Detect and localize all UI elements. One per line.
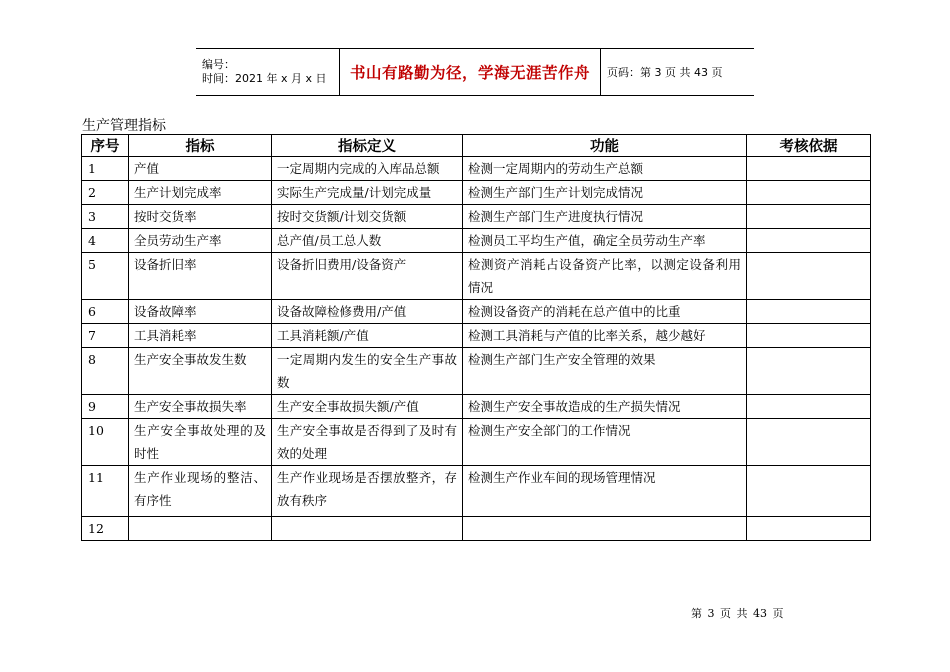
- table-header-row: [82, 135, 871, 157]
- cell-function: 检测生产安全事故造成的生产损失情况: [463, 395, 747, 419]
- cell-indicator: 生产安全事故处理的及时性: [129, 419, 272, 466]
- cell-definition: 设备故障检修费用/产值: [272, 300, 463, 324]
- cell-indicator: 生产计划完成率: [129, 181, 272, 205]
- cell-basis: [747, 229, 871, 253]
- cell-definition: 实际生产完成量/计划完成量: [272, 181, 463, 205]
- table-row: [82, 181, 871, 205]
- document-header: [196, 48, 754, 96]
- column-header-indicator: 指标: [129, 135, 272, 157]
- cell-basis: [747, 181, 871, 205]
- cell-function: 检测生产作业车间的现场管理情况: [463, 466, 747, 517]
- table-row: [82, 157, 871, 181]
- cell-function: 检测生产安全部门的工作情况: [463, 419, 747, 466]
- cell-definition: 按时交货额/计划交货额: [272, 205, 463, 229]
- cell-no: 10: [82, 419, 129, 466]
- cell-indicator: 工具消耗率: [129, 324, 272, 348]
- cell-definition: 总产值/员工总人数: [272, 229, 463, 253]
- cell-basis: [747, 324, 871, 348]
- cell-definition: 生产安全事故是否得到了及时有效的处理: [272, 419, 463, 466]
- table-row: [82, 466, 871, 517]
- cell-basis: [747, 466, 871, 517]
- cell-no: 8: [82, 348, 129, 395]
- cell-basis: [747, 517, 871, 541]
- table-row: [82, 205, 871, 229]
- table-row: [82, 253, 871, 300]
- cell-basis: [747, 348, 871, 395]
- time-label: 时间：2021 年 x 月 x 日: [202, 72, 327, 85]
- cell-no: 2: [82, 181, 129, 205]
- cell-no: 6: [82, 300, 129, 324]
- cell-function: 检测生产部门生产计划完成情况: [463, 181, 747, 205]
- column-header-definition: 指标定义: [272, 135, 463, 157]
- cell-indicator: 设备折旧率: [129, 253, 272, 300]
- number-label: 编号：: [202, 58, 235, 71]
- cell-indicator: 生产安全事故发生数: [129, 348, 272, 395]
- cell-no: 9: [82, 395, 129, 419]
- cell-definition: 一定周期内发生的安全生产事故数: [272, 348, 463, 395]
- cell-function: [463, 517, 747, 541]
- cell-function: 检测资产消耗占设备资产比率，以测定设备利用情况: [463, 253, 747, 300]
- section-title: 生产管理指标: [82, 118, 166, 134]
- header-meta: [196, 49, 340, 96]
- cell-indicator: 设备故障率: [129, 300, 272, 324]
- cell-function: 检测一定周期内的劳动生产总额: [463, 157, 747, 181]
- header-motto: 书山有路勤为径，学海无涯苦作舟: [340, 49, 601, 96]
- cell-no: 11: [82, 466, 129, 517]
- cell-indicator: 生产安全事故损失率: [129, 395, 272, 419]
- cell-indicator: 生产作业现场的整洁、有序性: [129, 466, 272, 517]
- cell-basis: [747, 395, 871, 419]
- cell-no: 3: [82, 205, 129, 229]
- table-row: [82, 517, 871, 541]
- cell-definition: 设备折旧费用/设备资产: [272, 253, 463, 300]
- table-row: [82, 229, 871, 253]
- cell-basis: [747, 253, 871, 300]
- cell-basis: [747, 300, 871, 324]
- table-row: [82, 348, 871, 395]
- table-row: [82, 395, 871, 419]
- indicator-table: [81, 134, 871, 541]
- cell-no: 7: [82, 324, 129, 348]
- cell-basis: [747, 157, 871, 181]
- cell-function: 检测设备资产的消耗在总产值中的比重: [463, 300, 747, 324]
- table-row: [82, 419, 871, 466]
- cell-definition: [272, 517, 463, 541]
- table-row: [82, 324, 871, 348]
- page-footer: 第 3 页 共 43 页: [691, 607, 784, 620]
- column-header-basis: 考核依据: [747, 135, 871, 157]
- cell-definition: 生产安全事故损失额/产值: [272, 395, 463, 419]
- cell-definition: 一定周期内完成的入库品总额: [272, 157, 463, 181]
- table-body: [82, 157, 871, 541]
- cell-indicator: [129, 517, 272, 541]
- cell-indicator: 按时交货率: [129, 205, 272, 229]
- column-header-no: 序号: [82, 135, 129, 157]
- cell-no: 4: [82, 229, 129, 253]
- cell-definition: 生产作业现场是否摆放整齐，存放有秩序: [272, 466, 463, 517]
- cell-no: 5: [82, 253, 129, 300]
- cell-indicator: 产值: [129, 157, 272, 181]
- column-header-function: 功能: [463, 135, 747, 157]
- cell-function: 检测工具消耗与产值的比率关系，越少越好: [463, 324, 747, 348]
- cell-indicator: 全员劳动生产率: [129, 229, 272, 253]
- cell-basis: [747, 419, 871, 466]
- cell-function: 检测员工平均生产值，确定全员劳动生产率: [463, 229, 747, 253]
- cell-definition: 工具消耗额/产值: [272, 324, 463, 348]
- cell-no: 1: [82, 157, 129, 181]
- table-row: [82, 300, 871, 324]
- cell-function: 检测生产部门生产安全管理的效果: [463, 348, 747, 395]
- cell-basis: [747, 205, 871, 229]
- header-page-label: 页码：第 3 页 共 43 页: [601, 49, 755, 96]
- cell-no: 12: [82, 517, 129, 541]
- cell-function: 检测生产部门生产进度执行情况: [463, 205, 747, 229]
